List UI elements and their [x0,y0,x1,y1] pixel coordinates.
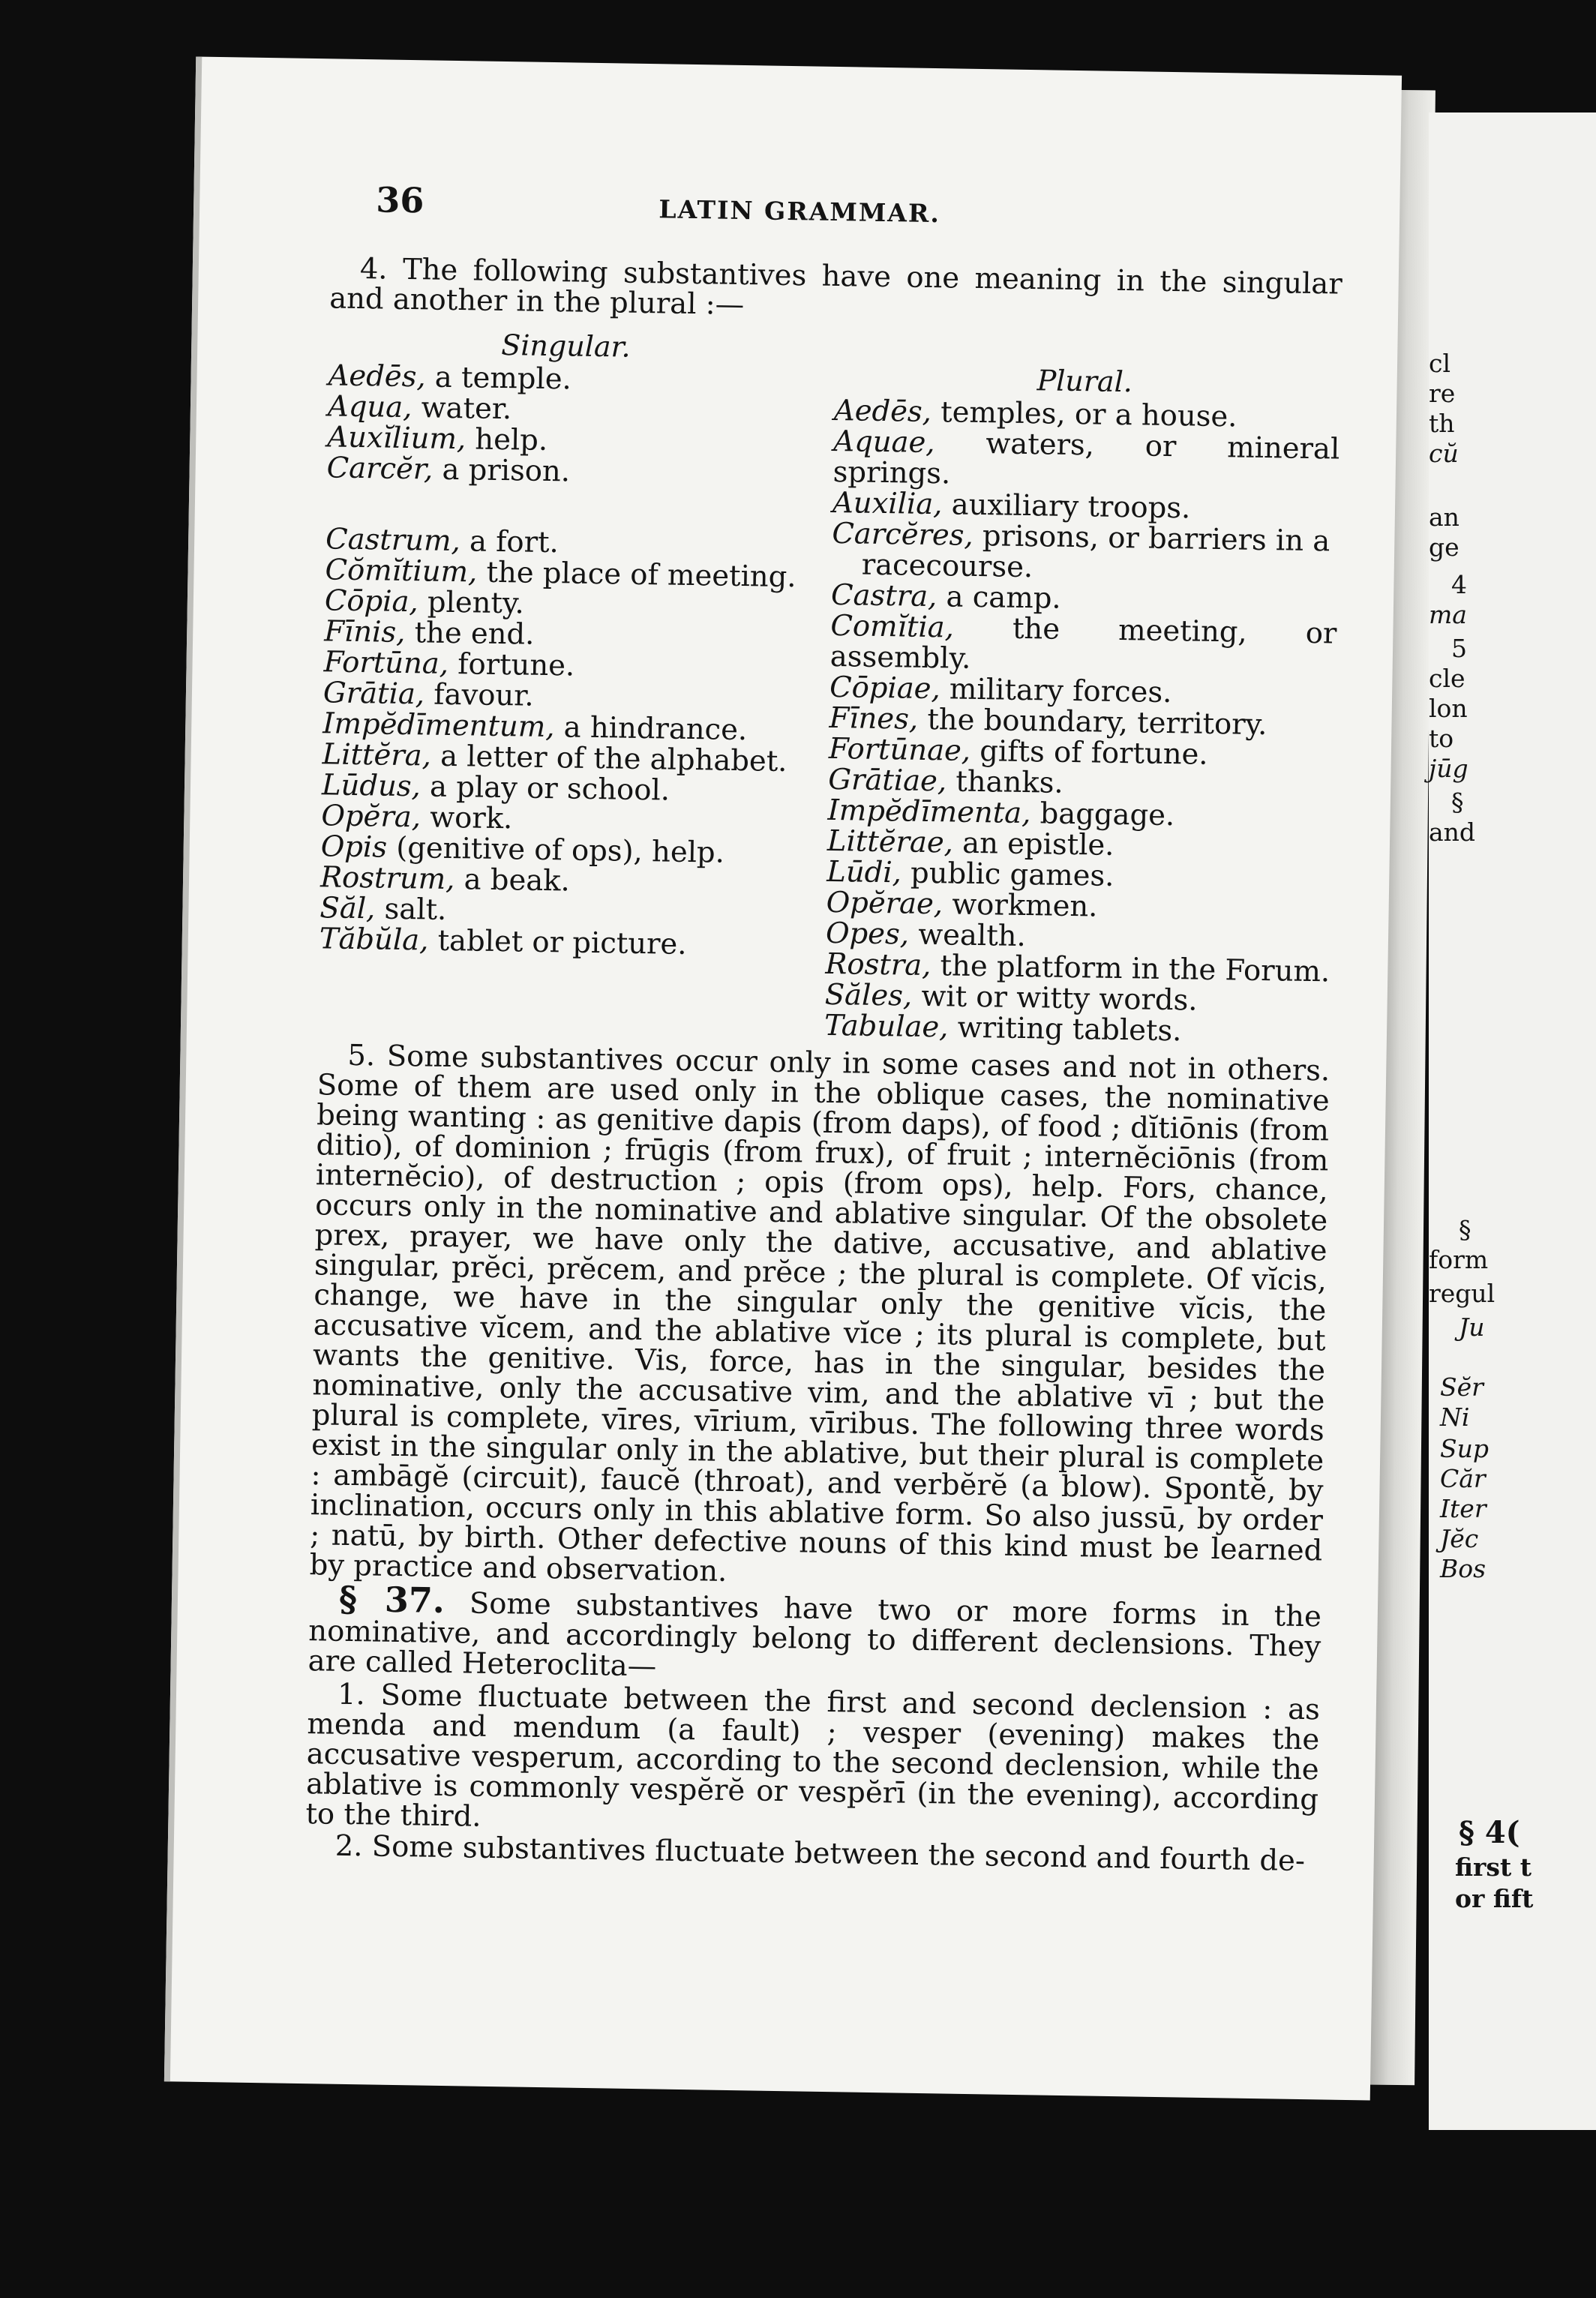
page-body [305,254,1343,1878]
facing-fragment: re [1429,379,1456,408]
english-meaning: auxiliary troops. [942,488,1191,526]
english-meaning: wit or witty words. [911,979,1198,1018]
latin-word: Littĕra, [322,737,432,773]
latin-word: Carcĕr, [326,451,434,487]
english-meaning: a letter of the alphabet. [430,739,788,779]
singular-group-1 [326,360,834,491]
running-title: LATIN GRAMMAR. [658,194,941,229]
facing-fragment: first t [1455,1852,1532,1882]
latin-word: Aquae, [832,424,935,460]
latin-word: Săl, [320,891,376,926]
latin-word: Opĕra, [321,799,422,835]
english-meaning: favour. [424,677,534,713]
latin-word: Tăbŭla, [319,922,429,958]
english-meaning: wealth. [908,917,1027,954]
facing-fragment: Sup [1440,1434,1489,1463]
english-meaning: gifts of fortune. [970,734,1208,772]
latin-word: Fortūnae, [828,731,971,768]
facing-fragment: cle [1429,664,1466,693]
facing-fragment: an [1429,502,1460,532]
latin-word: Aedēs, [833,393,932,429]
latin-word: Opĕrae, [826,885,944,922]
english-meaning: salt. [375,892,447,927]
facing-fragment: § 4( [1459,1815,1520,1850]
english-meaning: writing tablets. [948,1010,1182,1048]
facing-fragment: to [1429,724,1454,753]
english-meaning: a fort. [460,524,560,560]
section-37 [308,1578,1322,1692]
section-number: § 37. [338,1578,446,1621]
english-meaning: thanks. [946,764,1064,800]
english-meaning: the place of meeting. [476,555,796,595]
latin-word: Aedēs, [328,358,426,394]
paragraph-4: 4. The following substantives have one meaning in the singular and another in the plural :— [328,252,1343,322]
english-meaning: the platform in the Forum. [931,949,1330,989]
english-meaning: help. [465,422,548,458]
singular-heading: Singular. [500,328,631,364]
facing-fragment: regul [1429,1279,1496,1308]
latin-word: Grātiae, [827,762,947,799]
latin-word: Carcĕres, [832,516,974,553]
facing-fragment: ma [1429,600,1467,629]
section-37-text: Some substantives have two or more forms in the nominative, and accordingly belong to different declensions. They are called Heteroclita— [308,1586,1322,1684]
latin-word: Cōpiae, [829,670,941,706]
english-meaning: the boundary, territory. [917,702,1268,742]
english-meaning: workmen. [942,887,1098,924]
vocab-entry [830,610,1337,680]
latin-word: Săles, [824,977,913,1013]
latin-word: Opis [320,830,388,865]
facing-fragment: § [1459,1215,1472,1244]
latin-word: Castra, [830,578,938,614]
english-meaning: plenty. [418,585,525,621]
latin-word: Castrum, [325,522,461,559]
english-meaning: waters, or mineral springs. [832,426,1340,491]
facing-fragment: Bos [1440,1554,1486,1583]
latin-word: Littĕrae, [826,824,954,860]
latin-word: Tabulae, [824,1008,949,1045]
facing-fragment: Ju [1459,1312,1485,1342]
plural-entries [824,395,1340,1048]
facing-fragment: or fift [1455,1884,1534,1913]
paragraph-5: 5. Some substantives occur only in some cases and not in others. Some of them are used only in the oblique cases, the nominative being wanting : as genitive dapis (from daps), of food ; dĭtiōnis (from ditio), of dominion ; frūgis (from frux), of fruit ; internĕciōnis (from internĕcio), of destruction ; opis (from ops), help. Fors, chance, occurs only in the nominative and ablative singular. Of the obsolete prex, prayer, we have only the dative, accusative, and ablative singular, prĕci, prĕcem, and prĕce ; the plural is complete. Of vĭcis, change, we have in the singular only the genitive vĭcis, the accusative vĭcem, and the ablative vĭce ; its plural is complete, but wants the genitive. Vis, force, has in the singular, besides the nominative, only the accusative vim, and the ablative vī ; but the plural is complete, vīres, vīrium, vīribus. The following three words exist in the singular only in the ablative, but their plural is complete : ambāgĕ (circuit), faucĕ (throat), and verbĕrĕ (a blow). Spontĕ, by inclination, occurs only in this ablative form. So also jussū, by order ; natū, by birth. Other defective nouns of this kind must be learned by practice and observation. [309,1038,1330,1588]
latin-word: Aqua, [327,389,412,425]
plural-column [824,335,1342,1048]
english-meaning: water. [412,391,512,427]
english-meaning: prisons, or barriers in a [973,518,1330,559]
paragraph-2: 2. Some substantives fluctuate between the second and fourth de- [334,1828,1306,1879]
latin-word: Impĕdīmentum, [322,706,555,745]
english-meaning: an epistle. [952,826,1114,862]
facing-fragment: 4 [1451,570,1467,599]
singular-column [318,327,836,1040]
plural-heading: Plural. [1036,364,1133,399]
facing-fragment: th [1429,409,1455,438]
english-meaning: fortune. [448,646,575,683]
facing-fragment: Căr [1440,1464,1486,1493]
vocab-entry [832,426,1340,496]
facing-fragment: Iter [1440,1494,1486,1523]
latin-word: Opes, [825,916,910,952]
english-meaning: a temple. [425,360,572,397]
english-meaning: the meeting, or assembly. [830,610,1337,676]
book-page [164,57,1402,2101]
english-meaning: a prison. [432,452,571,489]
paragraph-1: 1. Some fluctuate between the first and second declension : as menda and mendum (a fault) ; vesper (evening) makes the accusative vesperum, according to the second declension, while the ablative is commonly vespĕrĕ or vespĕrī (in the evening), according to the third. [305,1677,1321,1834]
facing-fragment: Jĕc [1440,1524,1479,1553]
meaning-table [318,327,1342,1048]
latin-word: Rostrum, [320,860,455,897]
latin-word: Cŏmĭtium, [325,553,478,590]
english-meaning: public games. [901,856,1114,893]
english-meaning: a beak. [454,862,571,898]
facing-fragment: jūg [1429,754,1468,783]
latin-word: Fortūna, [323,645,449,681]
facing-fragment: 5 [1451,634,1467,663]
latin-word: Lūdi, [826,854,902,890]
facing-fragment: Ni [1440,1402,1470,1432]
english-meaning: military forces. [940,672,1172,710]
english-meaning: racecourse. [861,548,1034,585]
latin-word: Fīnes, [829,700,919,736]
english-meaning: temples, or a house. [931,395,1238,434]
english-meaning: a play or school. [420,770,670,808]
facing-fragment: lon [1429,694,1468,723]
english-meaning: work. [420,800,513,836]
english-meaning: tablet or picture. [428,923,687,962]
facing-page [1429,112,1596,2130]
english-meaning: a camp. [937,580,1062,616]
english-meaning: (genitive of ops), help. [386,830,725,870]
latin-word: Rostra, [825,946,932,983]
latin-word: Comĭtia, [830,608,955,645]
latin-word: Auxilia, [832,485,943,522]
english-meaning: baggage. [1030,796,1175,833]
latin-word: Cōpia, [324,584,419,620]
latin-word: Grātia, [322,676,425,712]
latin-word: Auxĭlium, [327,420,466,457]
facing-fragment: form [1429,1245,1489,1274]
facing-fragment: § [1451,788,1464,817]
facing-fragment: Sĕr [1440,1372,1484,1402]
english-meaning: a hindrance. [554,710,748,748]
singular-group-2 [320,524,832,962]
page-header [200,177,1400,248]
latin-word: Impĕdīmenta, [827,793,1031,831]
facing-fragment: cŭ [1429,439,1459,468]
facing-fragment: ge [1429,532,1460,562]
latin-word: Fīnis, [323,614,406,650]
facing-fragment: cl [1429,349,1451,378]
facing-fragment: and [1429,818,1476,847]
page-number: 36 [375,179,424,221]
latin-word: Lūdus, [321,768,422,804]
english-meaning: the end. [405,616,535,652]
